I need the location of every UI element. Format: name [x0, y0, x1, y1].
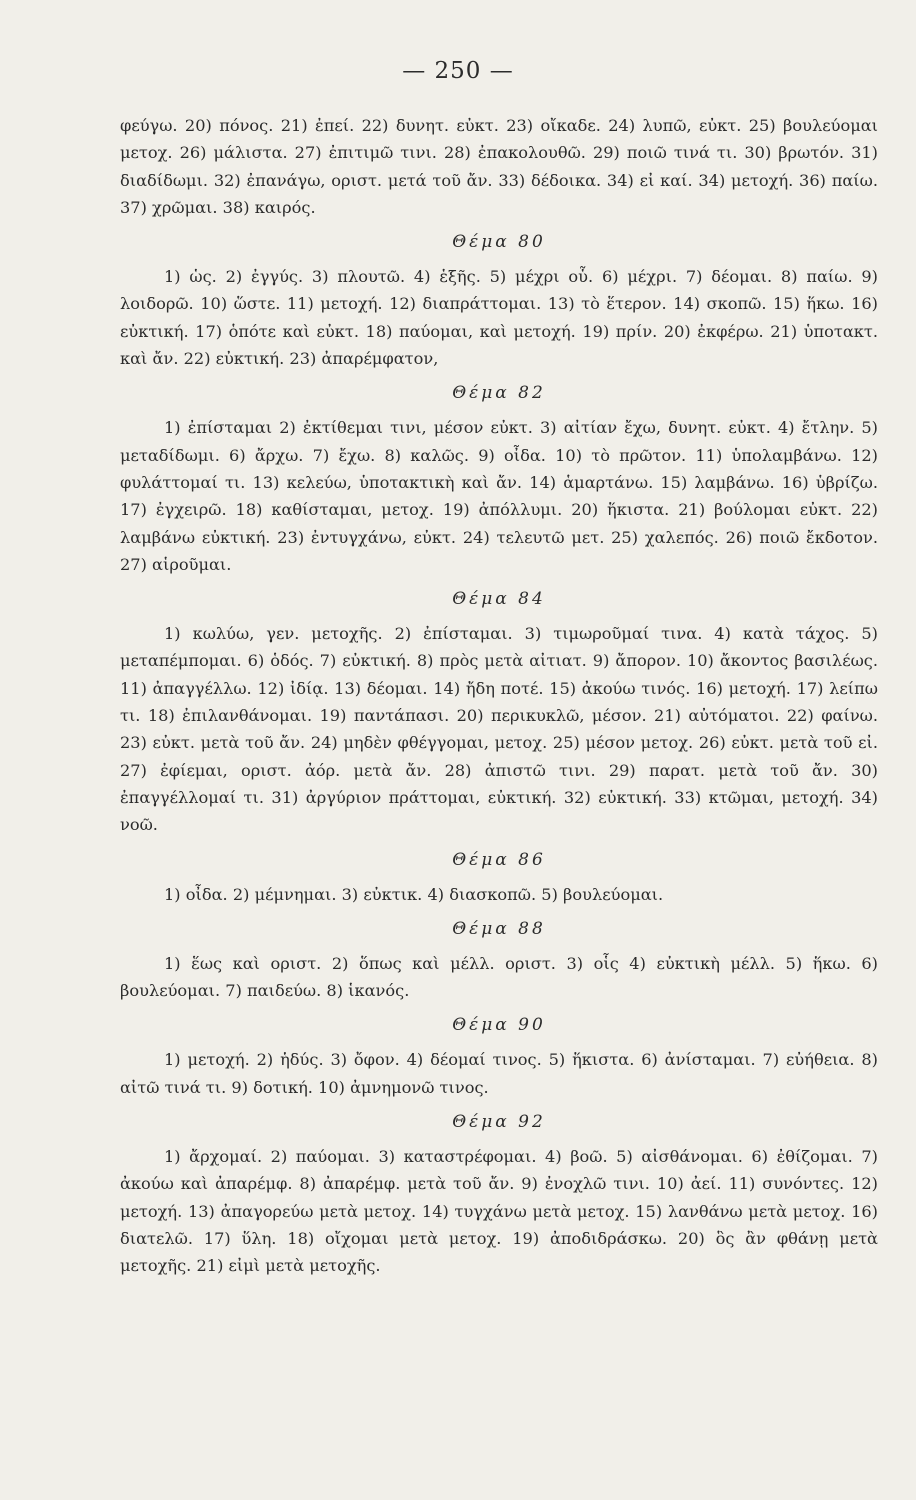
- section-body: 1) ἄρχομαί. 2) παύομαι. 3) καταστρέφομαι. 4) βοῶ. 5) αἰσθάνομαι. 6) ἐθίζομαι. 7) ἀκούω καὶ ἀπαρέμφ. 8) ἀπαρέμφ. μετὰ τοῦ ἄν. 9) ἐνοχλῶ τινι. 10) ἀεί. 11) συνόντες. 12) μετοχή. 13) ἀπαγορεύω μετὰ μετοχ. 14) τυγχάνω μετὰ μετοχ. 15) λανθάνω μετὰ μετοχ. 16) διατελῶ. 17) ὕλη. 18) οἴχομαι μετὰ μετοχ. 19) ἀποδιδράσκω. 20) ὃς ἂν φθάνῃ μετὰ μετοχῆς. 21) εἰμὶ μετὰ μετοχῆς.: [120, 1147, 878, 1276]
- section-body: φεύγω. 20) πόνος. 21) ἐπεί. 22) δυνητ. εὐκτ. 23) οἴκαδε. 24) λυπῶ, εὐκτ. 25) βουλεύομαι μετοχ. 26) μάλιστα. 27) ἐπιτιμῶ τινι. 28) ἐπακολουθῶ. 29) ποιῶ τινά τι. 30) βρωτόν. 31) διαδίδωμι. 32) ἐπανάγω, οριστ. μετά τοῦ ἄν. 33) δέδοικα. 34) εἰ καί. 34) μετοχή. 36) παίω. 37) χρῶμαι. 38) καιρός.: [120, 116, 878, 217]
- section-heading: Θέμα 84: [452, 589, 546, 610]
- section-body: 1) οἶδα. 2) μέμνημαι. 3) εὐκτικ. 4) διασκοπῶ. 5) βουλεύομαι.: [164, 884, 664, 904]
- section-body: 1) ὡς. 2) ἐγγύς. 3) πλουτῶ. 4) ἑξῆς. 5) μέχρι οὗ. 6) μέχρι. 7) δέομαι. 8) παίω. 9) λοιδορῶ. 10) ὥστε. 11) μετοχή. 12) διαπράττομαι. 13) τὸ ἕτερον. 14) σκοπῶ. 15) ἥκω. 16) εὐκτική. 17) ὁπότε καὶ εὐκτ. 18) παύομαι, καὶ μετοχή. 19) πρίν. 20) ἐκφέρω. 21) ὑποτακτ. καὶ ἄν. 22) εὐκτική. 23) ἀπαρέμφατον,: [120, 267, 878, 369]
- section-heading: Θέμα 82: [452, 383, 546, 404]
- section-thema-80: [120, 231, 878, 372]
- section-body: 1) μετοχή. 2) ἡδύς. 3) ὄφον. 4) δέομαί τινος. 5) ἥκιστα. 6) ἀνίσταμαι. 7) εὐήθεια. 8) αἰτῶ τινά τι. 9) δοτική. 10) ἀμνημονῶ τινος.: [120, 1050, 878, 1097]
- answer-key-text: [120, 112, 878, 1280]
- section-thema-82: [120, 382, 878, 578]
- section-body: 1) ἕως καὶ οριστ. 2) ὅπως καὶ μέλλ. οριστ. 3) οἷς 4) εὐκτικὴ μέλλ. 5) ἥκω. 6) βουλεύομαι. 7) παιδεύω. 8) ἱκανός.: [120, 953, 878, 1001]
- section-thema-84: [120, 588, 878, 838]
- section-thema-92: [120, 1111, 878, 1279]
- section-thema-86: [120, 849, 878, 908]
- section-body: 1) κωλύω, γεν. μετοχῆς. 2) ἐπίσταμαι. 3) τιμωροῦμαί τινα. 4) κατὰ τάχος. 5) μεταπέμπομαι. 6) ὁδός. 7) εὐκτική. 8) πρὸς μετὰ αἰτιατ. 9) ἄπορον. 10) ἄκοντος βασιλέως. 11) ἀπαγγέλλω. 12) ἰδίᾳ. 13) δέομαι. 14) ἤδη ποτέ. 15) ἀκούω τινός. 16) μετοχή. 17) λείπω τι. 18) ἐπιλανθάνομαι. 19) παντάπασι. 20) περικυκλῶ, μέσον. 21) αὐτόματοι. 22) φαίνω. 23) εὐκτ. μετὰ τοῦ ἄν. 24) μηδὲν φθέγγομαι, μετοχ. 25) μέσον μετοχ. 26) εὐκτ. μετὰ τοῦ εἰ. 27) ἐφίεμαι, οριστ. ἀόρ. μετὰ ἄν. 28) ἀπιστῶ τινι. 29) παρατ. μετὰ τοῦ ἄν. 30) ἐπαγγέλλομαί τι. 31) ἀργύριον πράττομαι, εὐκτική. 32) εὐκτική. 33) κτῶμαι, μετοχή. 34) νοῶ.: [120, 624, 878, 835]
- section-heading: Θέμα 90: [452, 1015, 546, 1036]
- section-continuation: [120, 112, 878, 221]
- section-heading: Θέμα 92: [452, 1112, 546, 1133]
- section-heading: Θέμα 88: [452, 918, 546, 939]
- page-number: — 250 —: [402, 58, 514, 84]
- section-body: 1) ἐπίσταμαι 2) ἐκτίθεμαι τινι, μέσον εὐκτ. 3) αἰτίαν ἔχω, δυνητ. εὐκτ. 4) ἔτλην. 5) μεταδίδωμι. 6) ἄρχω. 7) ἔχω. 8) καλῶς. 9) οἶδα. 10) τὸ πρῶτον. 11) ὑπολαμβάνω. 12) φυλάττομαί τι. 13) κελεύω, ὑποτακτικὴ καὶ ἄν. 14) ἁμαρτάνω. 15) λαμβάνω. 16) ὑβρίζω. 17) ἐγχειρῶ. 18) καθίσταμαι, μετοχ. 19) ἀπόλλυμι. 20) ἥκιστα. 21) βούλομαι εὐκτ. 22) λαμβάνω εὐκτική. 23) ἐντυγχάνω, εὐκτ. 24) τελευτῶ μετ. 25) χαλεπός. 26) ποιῶ ἔκδοτον. 27) αἱροῦμαι.: [120, 418, 878, 574]
- section-thema-88: [120, 918, 878, 1005]
- section-thema-90: [120, 1014, 878, 1101]
- section-heading: Θέμα 86: [452, 849, 546, 870]
- section-heading: Θέμα 80: [452, 232, 546, 253]
